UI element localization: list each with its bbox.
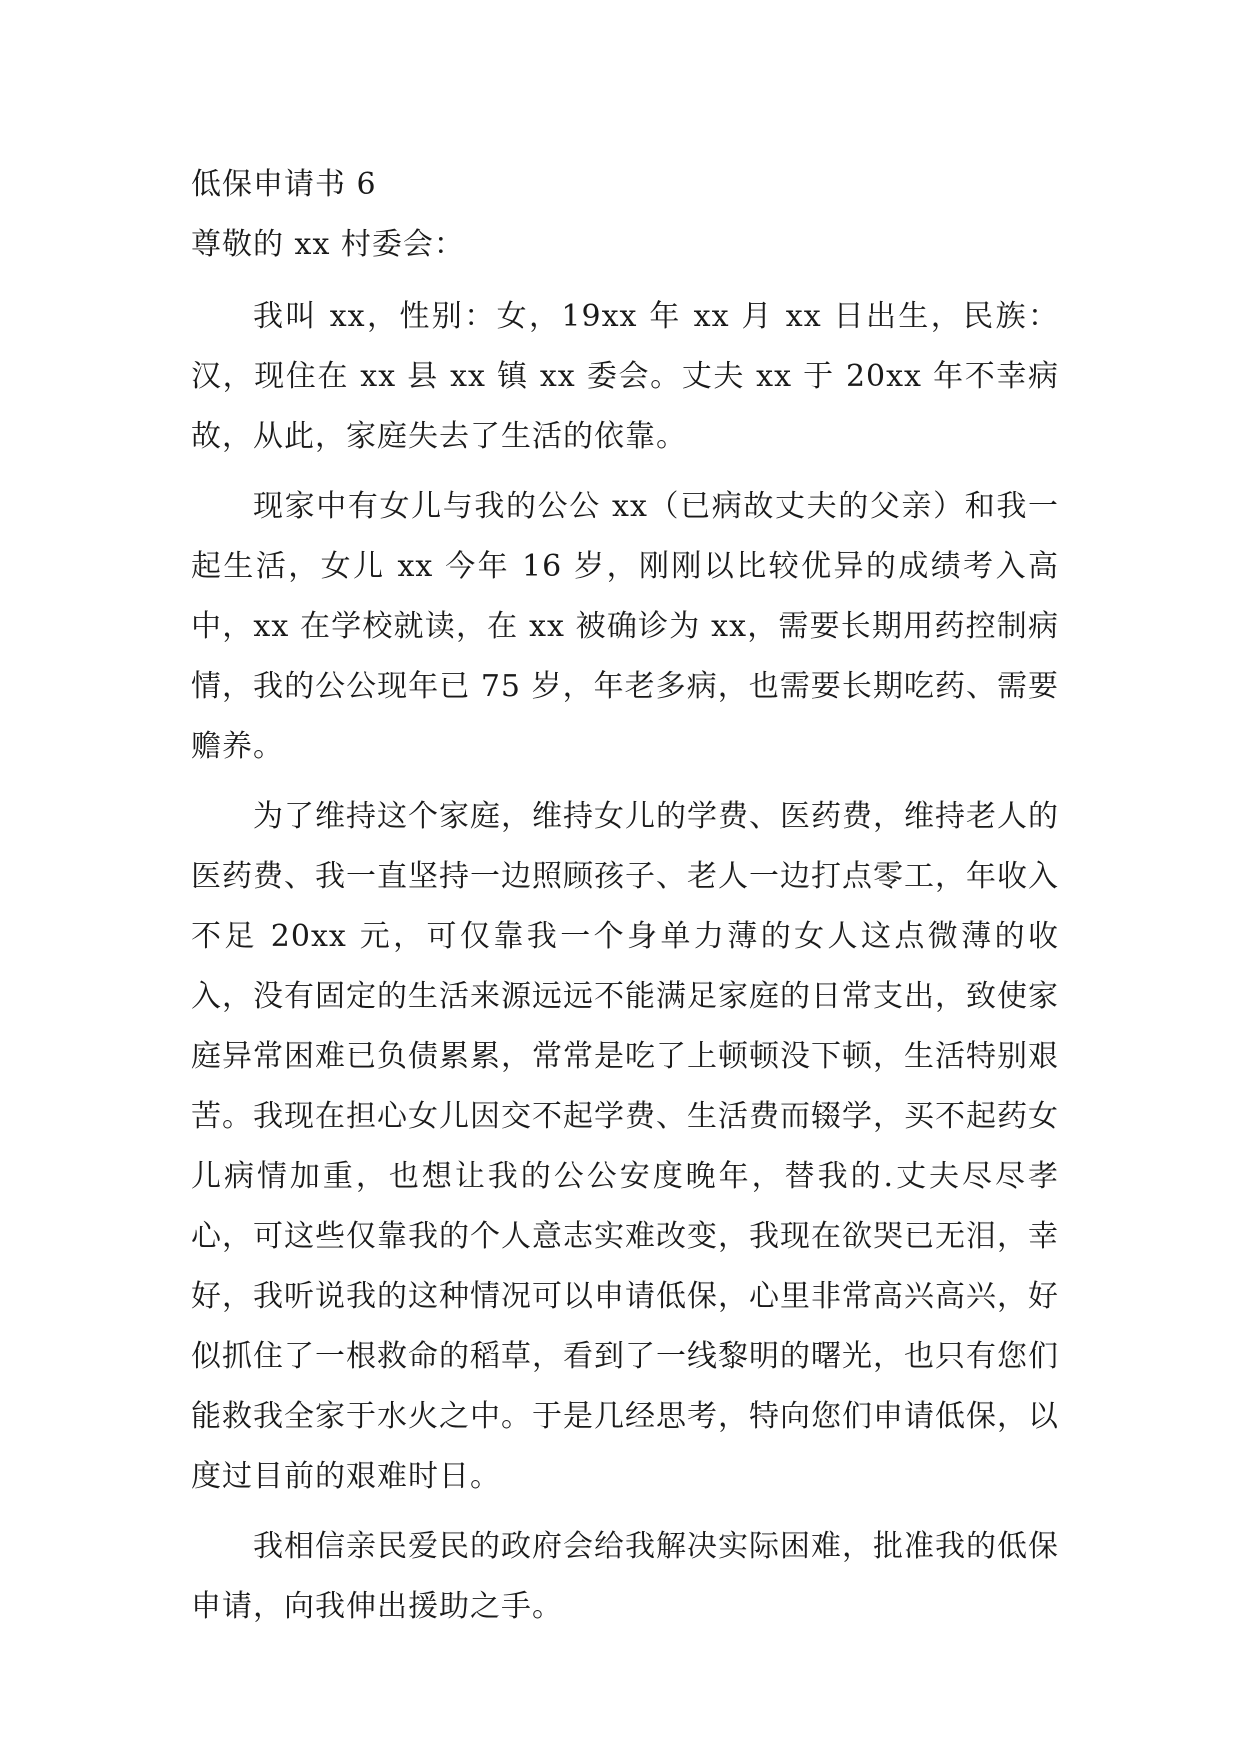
paragraph-personal-info: 我叫 xx，性别：女，19xx 年 xx 月 xx 日出生，民族：汉，现住在 xx 县 xx 镇 xx 委会。丈夫 xx 于 20xx 年不幸病故，从此，家庭失去了生活的依靠。 (191, 299, 1059, 454)
salutation: 尊敬的 xx 村委会： (191, 227, 465, 262)
paragraph-closing: 我相信亲民爱民的政府会给我解决实际困难，批准我的低保申请，向我伸出援助之手。 (191, 1529, 1059, 1624)
paragraph-family-situation: 现家中有女儿与我的公公 xx（已病故丈夫的父亲）和我一起生活，女儿 xx 今年 16 岁，刚刚以比较优异的成绩考入高中，xx 在学校就读，在 xx 被确诊为 xx，需要长期用药控制病情，我的公公现年已 75 岁，年老多病，也需要长期吃药、需要赡养。 (191, 489, 1059, 764)
document-body (191, 155, 1059, 1637)
document-title: 低保申请书 6 (191, 167, 377, 202)
paragraph-hardship: 为了维持这个家庭，维持女儿的学费、医药费，维持老人的医药费、我一直坚持一边照顾孩子、老人一边打点零工，年收入不足 20xx 元，可仅靠我一个身单力薄的女人这点微薄的收入，没有固定的生活来源远远不能满足家庭的日常支出，致使家庭异常困难已负债累累，常常是吃了上顿顿没下顿，生活特别艰苦。我现在担心女儿因交不起学费、生活费而辍学，买不起药女儿病情加重，也想让我的公公安度晚年，替我的.丈夫尽尽孝心，可这些仅靠我的个人意志实难改变，我现在欲哭已无泪，幸好，我听说我的这种情况可以申请低保，心里非常高兴高兴，好似抓住了一根救命的稻草，看到了一线黎明的曙光，也只有您们能救我全家于水火之中。于是几经思考，特向您们申请低保，以度过目前的艰难时日。 (191, 799, 1059, 1494)
